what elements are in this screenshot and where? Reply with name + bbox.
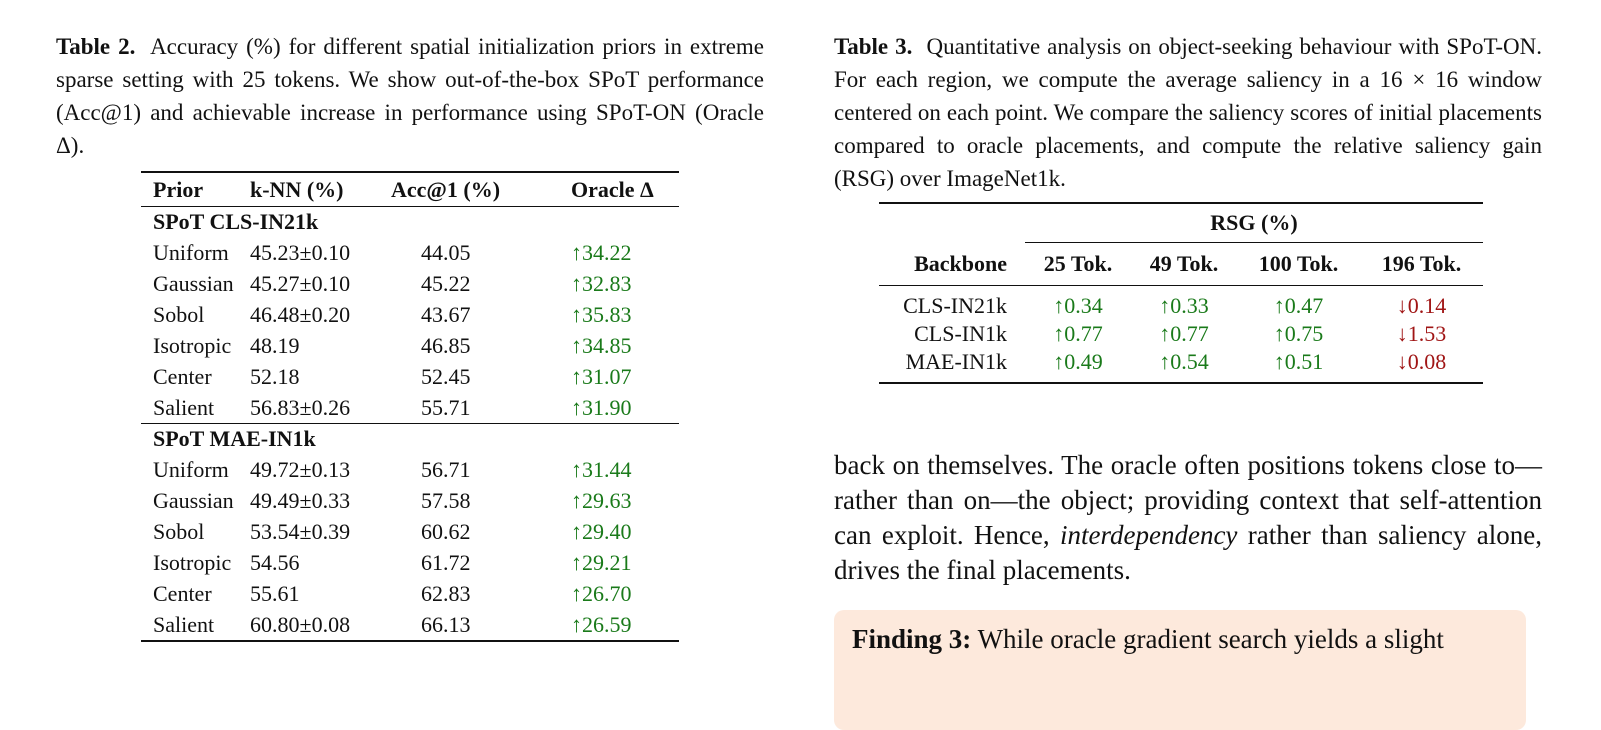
body-text-emphasis: interdependency — [1060, 520, 1238, 550]
table-row — [141, 268, 679, 299]
rsg-cell: ↑0.33 — [1159, 293, 1209, 318]
table-row — [141, 361, 679, 392]
table3-header-196: 196 Tok. — [1360, 243, 1483, 286]
body-text-pre: back on themselves. The oracle often positions tokens close to—rather than on—the object; providing context that self-attention can exploit. Hence, — [834, 450, 1542, 550]
table2 — [141, 171, 679, 642]
oracle-cell: ↑34.85 — [571, 332, 632, 358]
finding-box — [834, 610, 1526, 730]
table-row — [141, 516, 679, 547]
prior-cell: Sobol — [153, 301, 205, 327]
table-row — [141, 392, 679, 424]
table2-header-acc: Acc@1 (%) — [383, 172, 556, 207]
acc-cell: 66.13 — [383, 609, 556, 641]
table-row — [141, 547, 679, 578]
acc-cell: 45.22 — [421, 270, 471, 296]
prior-cell: Center — [153, 580, 212, 606]
acc-cell: 46.85 — [421, 332, 471, 358]
oracle-cell: ↑31.07 — [571, 363, 632, 389]
prior-cell: Isotropic — [153, 549, 232, 575]
rsg-cell: ↑0.77 — [1159, 321, 1209, 346]
prior-cell: Isotropic — [153, 332, 232, 358]
table-row — [141, 609, 679, 641]
oracle-cell: ↑29.63 — [571, 487, 632, 513]
rsg-cell: ↑0.34 — [1053, 293, 1103, 318]
table-row — [879, 320, 1483, 348]
table-row — [141, 330, 679, 361]
table2-caption-label: Table 2. — [56, 34, 136, 59]
knn-cell: 55.61 — [250, 580, 300, 606]
prior-cell: Sobol — [153, 518, 205, 544]
backbone-cell: MAE-IN1k — [879, 348, 1025, 383]
backbone-cell: CLS-IN21k — [903, 293, 1007, 318]
body-paragraph — [834, 448, 1542, 588]
prior-cell: Center — [153, 363, 212, 389]
table-row — [141, 237, 679, 268]
table3-header-25: 25 Tok. — [1025, 243, 1131, 286]
table2-header-oracle: Oracle Δ — [556, 172, 679, 207]
oracle-cell: ↑34.22 — [571, 239, 632, 265]
acc-cell: 62.83 — [421, 580, 471, 606]
table2-group-name: SPoT CLS-IN21k — [153, 209, 319, 234]
knn-cell: 49.49±0.33 — [250, 487, 351, 513]
knn-cell: 48.19 — [250, 332, 300, 358]
table3-header-49: 49 Tok. — [1131, 243, 1237, 286]
rsg-cell: ↓0.08 — [1360, 348, 1483, 383]
knn-cell: 46.48±0.20 — [250, 301, 351, 327]
finding-label: Finding 3: — [852, 624, 972, 654]
oracle-cell: ↑29.40 — [571, 518, 632, 544]
table2-header-prior: Prior — [141, 172, 250, 207]
knn-cell: 45.23±0.10 — [250, 239, 351, 265]
acc-cell: 44.05 — [421, 239, 471, 265]
table3-empty-cell — [879, 203, 1025, 243]
oracle-cell: ↑26.70 — [571, 580, 632, 606]
backbone-cell: CLS-IN1k — [914, 321, 1007, 346]
oracle-cell: ↑32.83 — [571, 270, 632, 296]
table3-header-row — [879, 243, 1483, 286]
table3-caption — [834, 30, 1542, 195]
rsg-cell: ↑0.49 — [1025, 348, 1131, 383]
prior-cell: Gaussian — [153, 487, 234, 513]
oracle-cell: ↑29.21 — [571, 549, 632, 575]
rsg-cell: ↑0.51 — [1237, 348, 1360, 383]
table2-header-row — [141, 172, 679, 207]
table-row — [141, 299, 679, 330]
knn-cell: 53.54±0.39 — [250, 518, 351, 544]
knn-cell: 45.27±0.10 — [250, 270, 351, 296]
oracle-cell: ↑26.59 — [556, 609, 679, 641]
table2-caption — [56, 30, 764, 162]
table2-caption-text: Accuracy (%) for different spatial initialization priors in extreme sparse setting with 25 tokens. We show out-of-the-box SPoT performance (Acc@1) and achievable increase in performance using SPoT-ON (Oracle Δ). — [56, 34, 764, 158]
rsg-cell: ↑0.75 — [1273, 321, 1324, 346]
knn-cell: 56.83±0.26 — [250, 394, 351, 420]
knn-cell: 60.80±0.08 — [250, 609, 383, 641]
prior-cell: Uniform — [153, 239, 229, 265]
prior-cell: Salient — [141, 609, 250, 641]
table3-header-100: 100 Tok. — [1237, 243, 1360, 286]
oracle-cell: ↑35.83 — [571, 301, 632, 327]
acc-cell: 60.62 — [421, 518, 471, 544]
table3-group-header-row — [879, 203, 1483, 243]
table-row — [141, 485, 679, 516]
oracle-cell: ↑31.90 — [571, 394, 632, 420]
table3-caption-label: Table 3. — [834, 34, 913, 59]
oracle-cell: ↑31.44 — [571, 456, 632, 482]
table2-group-row — [141, 424, 679, 455]
acc-cell: 52.45 — [421, 363, 471, 389]
acc-cell: 61.72 — [421, 549, 471, 575]
finding-text: While oracle gradient search yields a slight — [977, 624, 1444, 654]
table3-header-backbone: Backbone — [879, 243, 1025, 286]
acc-cell: 43.67 — [421, 301, 471, 327]
knn-cell: 54.56 — [250, 549, 300, 575]
rsg-cell: ↑0.77 — [1053, 321, 1103, 346]
knn-cell: 49.72±0.13 — [250, 456, 351, 482]
table-row — [879, 348, 1483, 383]
table3-caption-text: Quantitative analysis on object-seeking behaviour with SPoT-ON. For each region, we compute the average saliency in a 16 × 16 window centered on each point. We compare the saliency scores of initial placements compared to oracle placements, and compute the relative saliency gain (RSG) over ImageNet1k. — [834, 34, 1543, 191]
rsg-cell: ↑0.54 — [1131, 348, 1237, 383]
left-column — [56, 30, 764, 637]
rsg-cell: ↓1.53 — [1396, 321, 1447, 346]
acc-cell: 56.71 — [421, 456, 471, 482]
prior-cell: Gaussian — [153, 270, 234, 296]
table3 — [879, 202, 1483, 384]
table-row — [879, 286, 1483, 321]
rsg-cell: ↑0.47 — [1273, 293, 1324, 318]
prior-cell: Salient — [153, 394, 215, 420]
table-row — [141, 454, 679, 485]
prior-cell: Uniform — [153, 456, 229, 482]
acc-cell: 57.58 — [421, 487, 471, 513]
table2-group-name: SPoT MAE-IN1k — [141, 424, 679, 455]
table2-header-knn: k-NN (%) — [250, 172, 383, 207]
table-row — [141, 578, 679, 609]
table2-group-row — [141, 207, 679, 238]
table3-rsg-header: RSG (%) — [1025, 203, 1483, 243]
body-text-post: rather than saliency alone, drives the final placements. — [834, 520, 1542, 585]
rsg-cell: ↓0.14 — [1396, 293, 1447, 318]
right-column — [834, 30, 1543, 654]
acc-cell: 55.71 — [421, 394, 471, 420]
knn-cell: 52.18 — [250, 363, 300, 389]
